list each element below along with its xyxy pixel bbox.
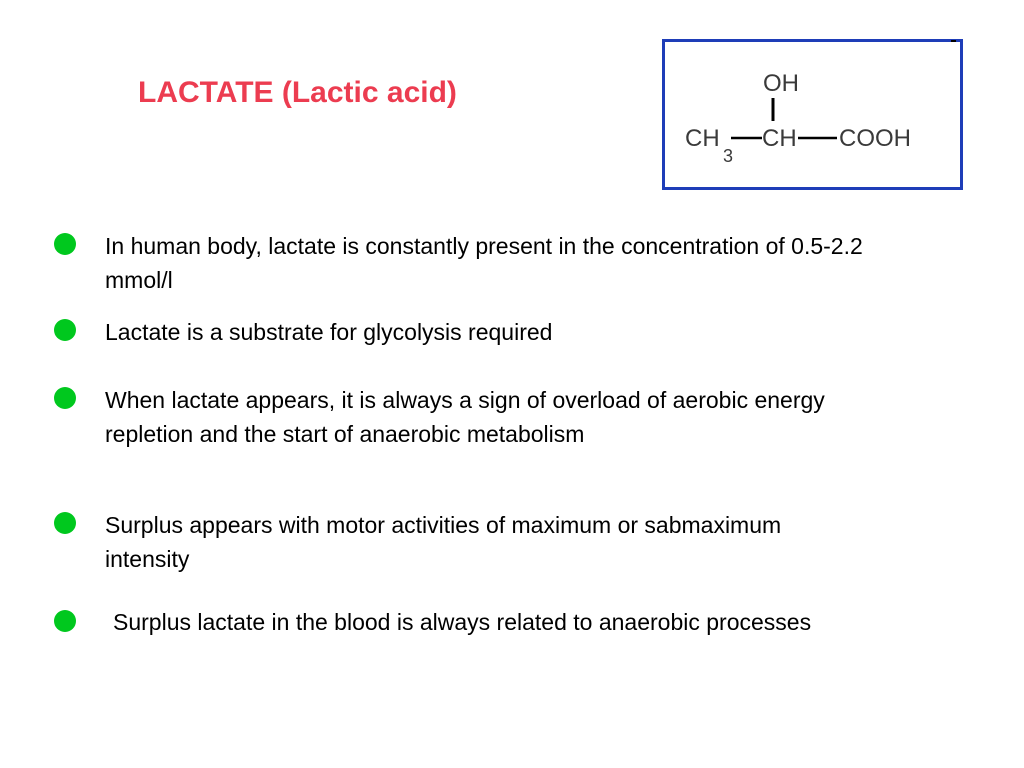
formula-cooh: COOH <box>839 125 911 152</box>
bullet-dot <box>54 610 76 632</box>
bullet-dot <box>54 512 76 534</box>
bullet-dot <box>54 319 76 341</box>
slide-title: LACTATE (Lactic acid) <box>138 76 457 109</box>
bullet-dot <box>54 233 76 255</box>
corner-mark <box>951 40 956 42</box>
bullet-text: Surplus appears with motor activities of maximum or sabmaximum intensity <box>105 512 782 572</box>
formula-ch3-subscript: 3 <box>723 146 734 166</box>
formula-ch3: CH <box>685 125 720 152</box>
bullet-text: Surplus lactate in the blood is always related to anaerobic processes <box>113 609 812 635</box>
bullet-text: In human body, lactate is constantly present in the concentration of 0.5-2.2 mmol/l <box>105 233 863 293</box>
bullet-text: When lactate appears, it is always a sign of overload of aerobic energy repletion and the start of anaerobic metabolism <box>105 387 825 447</box>
formula-ch: CH <box>762 125 797 152</box>
bullet-dot <box>54 387 76 409</box>
formula-oh: OH <box>763 70 799 97</box>
bullet-text: Lactate is a substrate for glycolysis required <box>105 319 553 345</box>
lactic-acid-structure <box>665 42 960 187</box>
structural-formula-box <box>662 39 963 190</box>
